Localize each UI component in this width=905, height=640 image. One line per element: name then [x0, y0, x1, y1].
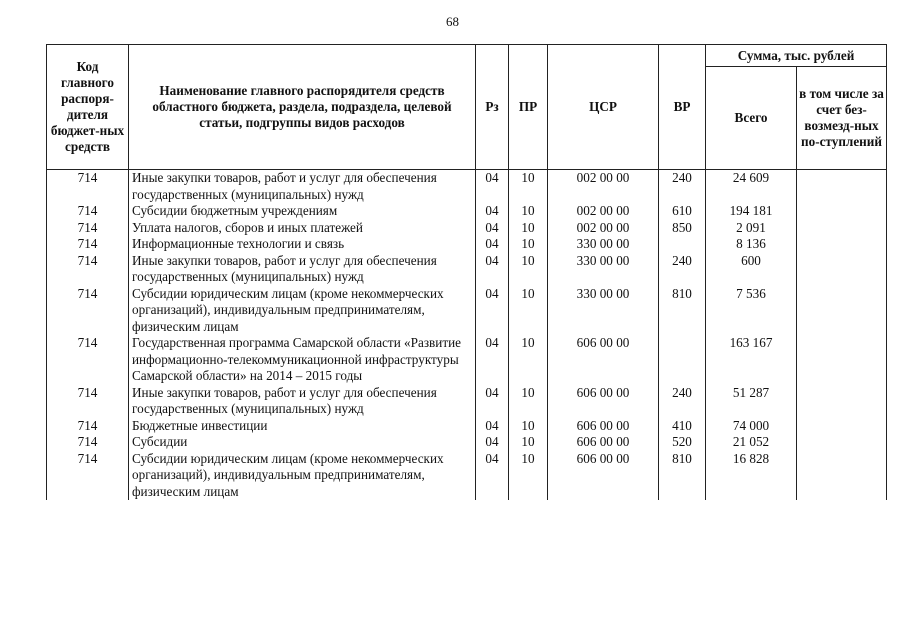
row-vr: 610	[659, 203, 706, 220]
table-row	[47, 170, 887, 204]
row-pr: 10	[509, 236, 548, 253]
row-gratuitous	[797, 253, 887, 286]
row-pr: 10	[509, 418, 548, 435]
row-total: 24 609	[706, 170, 797, 204]
row-vr: 240	[659, 170, 706, 204]
row-code: 714	[47, 170, 129, 204]
row-name: Уплата налогов, сборов и иных платежей	[129, 220, 476, 237]
budget-table	[46, 44, 887, 500]
row-code: 714	[47, 385, 129, 418]
row-total: 600	[706, 253, 797, 286]
row-code: 714	[47, 286, 129, 336]
row-csr: 330 00 00	[548, 236, 659, 253]
row-rz: 04	[476, 220, 509, 237]
row-gratuitous	[797, 451, 887, 501]
table-row	[47, 434, 887, 451]
row-pr: 10	[509, 203, 548, 220]
row-csr: 606 00 00	[548, 385, 659, 418]
row-vr: 410	[659, 418, 706, 435]
row-total: 16 828	[706, 451, 797, 501]
row-vr: 520	[659, 434, 706, 451]
row-total: 163 167	[706, 335, 797, 385]
row-rz: 04	[476, 253, 509, 286]
row-gratuitous	[797, 220, 887, 237]
header-pr: ПР	[509, 45, 548, 170]
row-vr: 850	[659, 220, 706, 237]
row-gratuitous	[797, 236, 887, 253]
header-gratuitous: в том числе за счет без-возмезд-ных по-ступлений	[797, 67, 887, 170]
row-code: 714	[47, 418, 129, 435]
table-row	[47, 220, 887, 237]
row-code: 714	[47, 434, 129, 451]
table-row	[47, 203, 887, 220]
row-rz: 04	[476, 451, 509, 501]
row-rz: 04	[476, 170, 509, 204]
row-name: Бюджетные инвестиции	[129, 418, 476, 435]
row-gratuitous	[797, 434, 887, 451]
row-pr: 10	[509, 220, 548, 237]
row-code: 714	[47, 335, 129, 385]
row-pr: 10	[509, 385, 548, 418]
row-gratuitous	[797, 170, 887, 204]
row-code: 714	[47, 451, 129, 501]
table-row	[47, 335, 887, 385]
header-sum: Сумма, тыс. рублей	[706, 45, 887, 67]
row-csr: 606 00 00	[548, 451, 659, 501]
row-name: Субсидии юридическим лицам (кроме некоммерческих организаций), индивидуальным предпринимателям, физическим лицам	[129, 286, 476, 336]
table-row	[47, 286, 887, 336]
row-gratuitous	[797, 203, 887, 220]
header-csr: ЦСР	[548, 45, 659, 170]
row-csr: 606 00 00	[548, 418, 659, 435]
row-rz: 04	[476, 203, 509, 220]
table-body	[47, 170, 887, 501]
row-total: 21 052	[706, 434, 797, 451]
row-vr	[659, 236, 706, 253]
row-csr: 606 00 00	[548, 335, 659, 385]
row-name: Субсидии бюджетным учреждениям	[129, 203, 476, 220]
header-rz: Рз	[476, 45, 509, 170]
row-total: 7 536	[706, 286, 797, 336]
row-csr: 330 00 00	[548, 253, 659, 286]
row-vr: 240	[659, 253, 706, 286]
row-csr: 606 00 00	[548, 434, 659, 451]
row-name: Иные закупки товаров, работ и услуг для обеспечения государственных (муниципальных) нужд	[129, 253, 476, 286]
row-csr: 002 00 00	[548, 170, 659, 204]
row-gratuitous	[797, 335, 887, 385]
row-csr: 002 00 00	[548, 220, 659, 237]
row-total: 2 091	[706, 220, 797, 237]
header-vr: ВР	[659, 45, 706, 170]
row-gratuitous	[797, 286, 887, 336]
page-number: 68	[446, 14, 459, 29]
row-name: Субсидии юридическим лицам (кроме некоммерческих организаций), индивидуальным предпринимателям, физическим лицам	[129, 451, 476, 501]
table-row	[47, 418, 887, 435]
row-gratuitous	[797, 385, 887, 418]
row-code: 714	[47, 203, 129, 220]
row-pr: 10	[509, 286, 548, 336]
row-vr: 810	[659, 286, 706, 336]
row-rz: 04	[476, 418, 509, 435]
row-rz: 04	[476, 385, 509, 418]
table-row	[47, 451, 887, 501]
row-name: Субсидии	[129, 434, 476, 451]
row-rz: 04	[476, 434, 509, 451]
row-pr: 10	[509, 451, 548, 501]
header-total: Всего	[706, 67, 797, 170]
row-name: Государственная программа Самарской области «Развитие информационно-телекоммуникационной инфраструктуры Самарской области» на 2014 – 2015 годы	[129, 335, 476, 385]
row-code: 714	[47, 253, 129, 286]
row-csr: 330 00 00	[548, 286, 659, 336]
row-rz: 04	[476, 335, 509, 385]
row-name: Информационные технологии и связь	[129, 236, 476, 253]
row-pr: 10	[509, 434, 548, 451]
table-row	[47, 253, 887, 286]
row-pr: 10	[509, 335, 548, 385]
row-code: 714	[47, 236, 129, 253]
row-name: Иные закупки товаров, работ и услуг для обеспечения государственных (муниципальных) нужд	[129, 385, 476, 418]
table-row	[47, 236, 887, 253]
table-header	[47, 45, 887, 170]
row-rz: 04	[476, 236, 509, 253]
row-pr: 10	[509, 253, 548, 286]
header-code: Код главного распоря-дителя бюджет-ных средств	[47, 45, 129, 170]
row-pr: 10	[509, 170, 548, 204]
row-csr: 002 00 00	[548, 203, 659, 220]
row-rz: 04	[476, 286, 509, 336]
row-gratuitous	[797, 418, 887, 435]
table-row	[47, 385, 887, 418]
row-name: Иные закупки товаров, работ и услуг для обеспечения государственных (муниципальных) нужд	[129, 170, 476, 204]
row-total: 8 136	[706, 236, 797, 253]
row-vr: 810	[659, 451, 706, 501]
row-total: 194 181	[706, 203, 797, 220]
row-code: 714	[47, 220, 129, 237]
row-total: 74 000	[706, 418, 797, 435]
row-vr: 240	[659, 385, 706, 418]
row-total: 51 287	[706, 385, 797, 418]
header-name: Наименование главного распорядителя средств областного бюджета, раздела, подраздела, целевой статьи, подгруппы видов расходов	[129, 45, 476, 170]
row-vr	[659, 335, 706, 385]
